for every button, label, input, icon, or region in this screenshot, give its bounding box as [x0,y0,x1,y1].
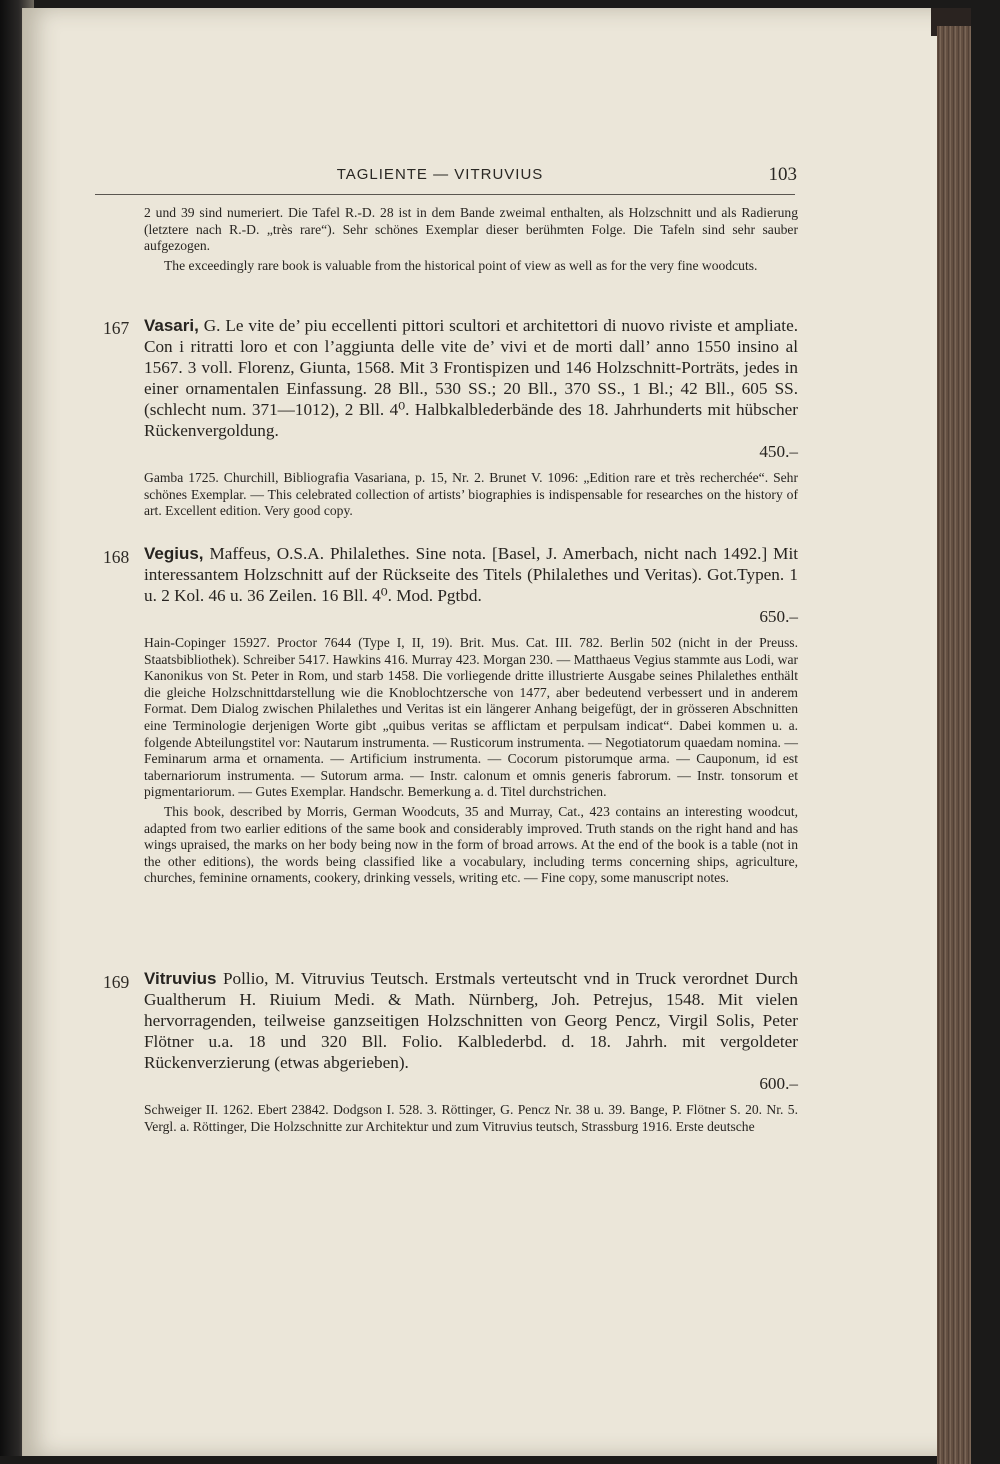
entry-number-168: 168 [103,547,130,567]
entry-notes [144,470,798,520]
entry-main-text [144,543,798,627]
entry-169 [144,968,798,1135]
entry-description: G. Le vite de’ piu eccellenti pittori scultori et architettori di nuovo riviste et ampliate. Con i ritratti loro et con l’aggiunta delle vite de’ vivi et de morti dall’ anno 1550 insino al 1567. 3 voll. Florenz, Giunta, 1568. Mit 3 Frontispizen und 146 Holzschnitt-Porträts, jedes in einer ornamentalen Einfassung. 28 Bll., 530 SS.; 20 Bll., 370 SS., 1 Bl.; 42 Bll., 605 SS. (schlecht num. 371—1012), 2 Bll. 4⁰. Halbkalblederbände des 18. Jahrhunderts mit hübscher Rückenvergoldung. [144,316,798,440]
entry-description: Pollio, M. Vitruvius Teutsch. Erstmals verteutscht vnd in Truck verordnet Durch Gualtherum H. Riuium Medi. & Math. Nürnberg, Joh. Petrejus, 1548. Mit vielen hervorragenden, teilweise ganzseitigen Holzschnitten von Georg Pencz, Virgil Solis, Peter Flötner u.a. 18 und 320 Bll. Folio. Kalblederbd. d. 18. Jahrh. mit vergoldeter Rückenverzierung (etwas abgerieben). [144,969,798,1072]
entry-price: 650.– [759,607,798,626]
continuation-paragraph-en: The exceedingly rare book is valuable from the historical point of view as well as for the very fine woodcuts. [164,257,758,273]
entry-number-167: 167 [103,318,130,338]
entry-price: 600.– [759,1074,798,1093]
running-title: TAGLIENTE — VITRUVIUS [336,166,544,183]
entry-author: Vegius, [144,544,204,563]
entry-author: Vasari, [144,316,199,335]
entry-note: Gamba 1725. Churchill, Bibliografia Vasariana, p. 15, Nr. 2. Brunet V. 1096: „Edition rare et très recherchée“. Sehr schönes Exemplar. — This celebrated collection of artists’ biographies is indispensable for researches on the history of art. Excellent edition. Very good copy. [144,470,798,519]
entry-main-text [144,968,798,1094]
entry-main-text [144,315,798,462]
page-header [95,164,795,195]
entry-notes [144,1102,798,1135]
entry-note: This book, described by Morris, German Woodcuts, 35 and Murray, Cat., 423 contains an interesting woodcut, adapted from two earlier editions of the same book and considerably improved. Truth stands on the right hand and has wings upraised, the marks on her body being now in the form of broad arrows. At the end of the book is a table (not in the other editions), the words being classified like a vocabulary, including terms concerning ships, agriculture, churches, feminine ornaments, cookery, drinking vessels, writing etc. — Fine copy, some manuscript notes. [144,803,798,886]
entry-number-169: 169 [103,972,130,992]
continuation-paragraph-de: 2 und 39 sind numeriert. Die Tafel R.-D. 28 ist in dem Bande zweimal enthalten, als Holzschnitt und als Radierung (letztere nach R.-D. „très rare“). Sehr schönes Exemplar dieser berühmten Folge. Die Tafeln sind sehr sauber aufgezogen. [144,205,798,254]
continuation-text [144,205,798,274]
entry-author: Vitruvius [144,969,217,988]
page-edges [937,26,971,1464]
page-number: 103 [768,164,797,185]
entry-167 [144,315,798,520]
entry-description: Maffeus, O.S.A. Philalethes. Sine nota. [Basel, J. Amerbach, nicht nach 1492.] Mit interessantem Holzschnitt auf der Rückseite des Titels (Philalethes und Veritas). Got.Typen. 1 u. 2 Kol. 46 u. 36 Zeilen. 16 Bll. 4⁰. Mod. Pgtbd. [144,544,798,605]
entry-168 [144,543,798,887]
entry-note: Hain-Copinger 15927. Proctor 7644 (Type I, II, 19). Brit. Mus. Cat. III. 782. Berlin 502 (nicht in der Preuss. Staatsbibliothek). Schreiber 5417. Hawkins 416. Murray 423. Morgan 230. — Matthaeus Vegius stammte aus Lodi, war Kanonikus von St. Peter in Rom, und starb 1458. Die vorliegende dritte illustrierte Ausgabe seines Philalethes enthält die gleiche Holzschnittdarstellung wie die Knoblochtzersche von 1477, aber bedeutend verbessert und in anderem Format. Dem Dialog zwischen Philalethes und Veritas ist ein längerer Anhang beigefügt, der in grösseren Abschnitten eine Terminologie derjenigen Worte gibt „quibus veritas se afflictam et perpulsam indicat“. Dabei kommen u. a. folgende Abteilungstitel vor: Nautarum instrumenta. — Rusticorum instrumenta. — Negotiatorum quaedam nomina. — Feminarum arma et ornamenta. — Artificium instrumenta. — Cocorum pistorumque arma. — Cauponum, id est tabernariorum instrumenta. — Sutorum arma. — Instr. calonum et omnis generis fabrorum. — Instr. tonsorum et pigmentariorum. — Gutes Exemplar. Handschr. Bemerkung a. d. Titel durchstrichen. [144,635,798,800]
entry-price: 450.– [759,442,798,461]
entry-notes [144,635,798,887]
entry-note: Schweiger II. 1262. Ebert 23842. Dodgson I. 528. 3. Röttinger, G. Pencz Nr. 38 u. 39. Bange, P. Flötner S. 20. Nr. 5. Vergl. a. Röttinger, Die Holzschnitte zur Architektur und zum Vitruvius teutsch, Strassburg 1916. Erste deutsche [144,1102,798,1134]
